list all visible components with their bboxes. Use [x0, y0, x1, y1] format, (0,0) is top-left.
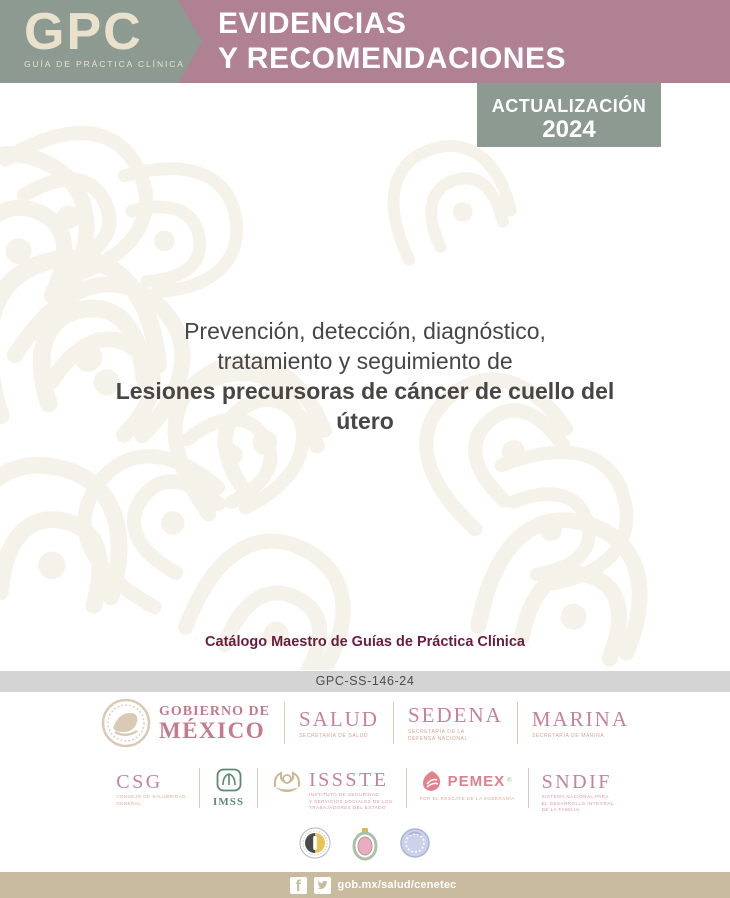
- facebook-icon: f: [290, 877, 307, 894]
- imss-logo: [213, 768, 244, 808]
- banner-title: [218, 6, 566, 76]
- logo-divider: [528, 768, 529, 808]
- gobierno-line2: MÉXICO: [159, 718, 266, 743]
- sedena-sub1: SECRETARÍA DE LA: [407, 729, 465, 735]
- update-badge-year: 2024: [542, 116, 596, 143]
- issste-sub1: INSTITUTO DE SEGURIDAD: [308, 792, 380, 797]
- pemex-eagle-drop-icon: [420, 770, 444, 792]
- salud-logo: [299, 708, 379, 739]
- title-line1: Prevención, detección, diagnóstico,: [184, 318, 546, 344]
- csg-logo: [116, 772, 186, 806]
- gpc-logo: [24, 3, 185, 69]
- sndif-name: SNDIF: [541, 771, 612, 793]
- title-line4: útero: [336, 408, 394, 434]
- issste-logo: [271, 768, 393, 811]
- logo-divider: [257, 768, 258, 808]
- csg-name: CSG: [116, 771, 163, 793]
- logo-divider: [284, 702, 285, 744]
- agency-logos-row2: [0, 768, 730, 813]
- gpc-code-bar: GPC-SS-146-24: [0, 671, 730, 692]
- seal-1-icon: [299, 827, 331, 859]
- document-title: [0, 316, 730, 436]
- imss-name: IMSS: [213, 796, 244, 808]
- marina-name: MARINA: [531, 706, 629, 731]
- logo-divider: [199, 768, 200, 808]
- sndif-sub2: EL DESARROLLO INTEGRAL: [541, 800, 614, 806]
- sedena-name: SEDENA: [407, 703, 503, 727]
- sndif-logo: [542, 772, 614, 813]
- gobierno-de-mexico-logo: [101, 698, 270, 748]
- salud-sub: SECRETARÍA DE SALUD: [298, 732, 369, 739]
- issste-sub2: Y SERVICIOS SOCIALES DE LOS: [308, 798, 393, 804]
- csg-sub1: CONSEJO DE SALUBRIDAD: [116, 794, 187, 799]
- twitter-icon: [314, 877, 331, 894]
- seal-2-icon: [350, 827, 380, 861]
- update-badge: [477, 83, 661, 147]
- pemex-logo: [420, 770, 515, 802]
- issste-sub3: TRABAJADORES DEL ESTADO: [308, 805, 386, 810]
- seal-3-icon: [399, 827, 431, 859]
- update-badge-label: ACTUALIZACIÓN: [491, 96, 647, 116]
- pemex-name: PEMEX: [447, 772, 506, 790]
- imss-eagle-icon: [216, 768, 242, 792]
- marina-logo: [532, 708, 629, 739]
- sndif-sub1: SISTEMA NACIONAL PARA: [541, 794, 609, 799]
- salud-name: SALUD: [298, 706, 379, 731]
- footer-url: gob.mx/salud/cenetec: [337, 879, 457, 891]
- logo-divider: [406, 768, 407, 808]
- header-banner: [0, 0, 730, 83]
- banner-title-line1: EVIDENCIAS: [218, 7, 407, 40]
- sedena-logo: [408, 704, 503, 742]
- mexico-eagle-seal-icon: [101, 698, 151, 748]
- title-line3: Lesiones precursoras de cáncer de cuello del: [115, 378, 615, 404]
- agency-logos-row1: [0, 698, 730, 748]
- catalog-label: Catálogo Maestro de Guías de Práctica Clínica: [205, 634, 525, 650]
- sedena-sub2: DEFENSA NACIONAL: [407, 736, 468, 742]
- issste-name: ISSSTE: [308, 769, 389, 791]
- marina-sub: SECRETARÍA DE MARINA: [531, 732, 605, 739]
- footer-bar: [0, 872, 730, 898]
- pemex-sub: POR EL RESCATE DE LA SOBERANÍA: [419, 796, 515, 801]
- pemex-registered-mark: ®: [507, 778, 512, 784]
- issste-hands-dove-icon: [271, 768, 303, 798]
- title-line2: tratamiento y seguimiento de: [217, 348, 513, 374]
- logo-divider: [517, 702, 518, 744]
- gpc-logo-text: GPC: [24, 3, 143, 61]
- csg-sub2: GENERAL: [116, 800, 142, 806]
- banner-title-line2: Y RECOMENDACIONES: [218, 42, 566, 75]
- gpc-logo-subtitle: GUÍA DE PRÁCTICA CLÍNICA: [24, 59, 185, 69]
- sndif-sub3: DE LA FAMILIA: [541, 807, 580, 812]
- academy-seals-row: [0, 827, 730, 861]
- gobierno-line1: GOBIERNO DE: [159, 704, 270, 719]
- logo-divider: [393, 702, 394, 744]
